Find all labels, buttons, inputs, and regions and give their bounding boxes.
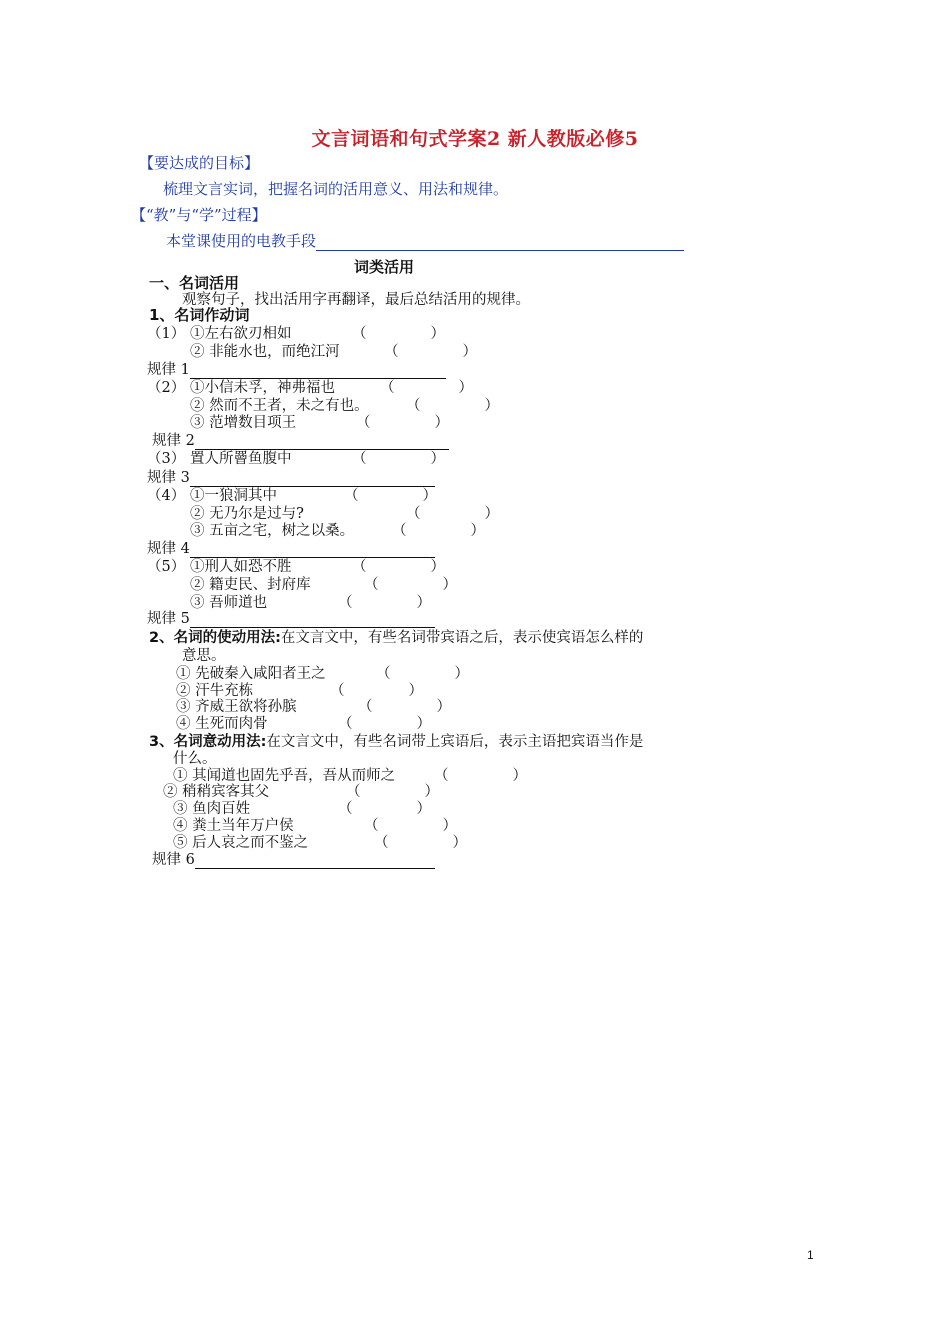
- g4-number: （4）: [147, 488, 186, 504]
- part1-instruction: 观察句子，找出活用字再翻译，最后总结活用的规律。: [182, 292, 530, 308]
- g2-item-1: ①小信未孚，神弗福也: [190, 380, 335, 396]
- answer-paren[interactable]: （ ）: [356, 415, 449, 431]
- g4-item-2: ② 无乃尔是过与?: [190, 506, 304, 522]
- media-blank[interactable]: [316, 236, 684, 251]
- goal-text: 梳理文言实词，把握名词的活用意义、用法和规律。: [163, 180, 509, 198]
- answer-paren[interactable]: （ ）: [338, 801, 431, 817]
- answer-paren[interactable]: （ ）: [346, 784, 439, 800]
- sub3-desc-cont: 什么。: [173, 751, 217, 767]
- g6-item-3: ③ 齐威王欲将孙膑: [176, 699, 297, 715]
- g1-number: （1）: [147, 326, 186, 342]
- rule-4-label: 规律 4: [147, 541, 190, 557]
- g3-number: （3）: [147, 451, 186, 467]
- answer-paren[interactable]: （ ）: [374, 835, 467, 851]
- answer-paren[interactable]: （ ）: [338, 716, 431, 732]
- g5-item-1: ①刑人如恐不胜: [190, 559, 292, 575]
- answer-paren[interactable]: （ ）: [392, 523, 485, 539]
- g5-number: （5）: [147, 559, 186, 575]
- sub3-title: 3、名词意动用法:: [149, 734, 267, 750]
- answer-paren[interactable]: （ ）: [364, 818, 457, 834]
- rule-6-line: [152, 848, 435, 869]
- media-line: [166, 230, 684, 251]
- part1-title: 一、名词活用: [149, 274, 240, 292]
- answer-paren[interactable]: （ ）: [406, 398, 499, 414]
- sub1-title: 1、名词作动词: [149, 306, 250, 324]
- g1-item-1: ①左右欲刃相如: [190, 326, 292, 342]
- answer-paren[interactable]: （ ）: [376, 666, 469, 682]
- g7-item-3: ③ 鱼肉百姓: [173, 801, 251, 817]
- rule-2-label: 规律 2: [152, 433, 195, 449]
- answer-paren[interactable]: （ ）: [330, 683, 423, 699]
- answer-paren[interactable]: （ ）: [364, 577, 457, 593]
- answer-paren[interactable]: （ ）: [434, 768, 527, 784]
- rule-5-line: [147, 607, 435, 628]
- g7-item-1: ① 其闻道也固先乎吾，吾从而师之: [173, 768, 396, 784]
- media-label: 本堂课使用的电教手段: [166, 232, 317, 250]
- document-title: 文言词语和句式学案2 新人教版必修5: [311, 128, 639, 150]
- rule-3-label: 规律 3: [147, 470, 190, 486]
- g4-item-3: ③ 五亩之宅，树之以桑。: [190, 523, 355, 539]
- sub2-title: 2、名词的使动用法:: [149, 630, 281, 646]
- answer-paren[interactable]: （ ）: [344, 488, 437, 504]
- sub3-line: [149, 730, 643, 751]
- g6-item-1: ① 先破秦入咸阳者王之: [176, 666, 326, 682]
- answer-paren[interactable]: （ ）: [380, 380, 473, 396]
- rule-6-blank[interactable]: [195, 854, 435, 869]
- sub2-desc-cont: 意思。: [182, 648, 226, 664]
- answer-paren[interactable]: （ ）: [384, 344, 477, 360]
- g5-item-3: ③ 吾师道也: [190, 595, 268, 611]
- rule-6-label: 规律 6: [152, 852, 195, 868]
- answer-paren[interactable]: （ ）: [338, 595, 431, 611]
- section-title: 词类活用: [354, 258, 415, 276]
- sub3-desc: 在文言文中，有些名词带上宾语后，表示主语把宾语当作是: [266, 734, 644, 750]
- g6-item-2: ② 汗牛充栋: [176, 683, 254, 699]
- g4-item-1: ①一狼洞其中: [190, 488, 277, 504]
- answer-paren[interactable]: （ ）: [352, 326, 445, 342]
- answer-paren[interactable]: （ ）: [352, 451, 445, 467]
- g7-item-4: ④ 粪土当年万户侯: [173, 818, 294, 834]
- answer-paren[interactable]: （ ）: [358, 699, 451, 715]
- g2-number: （2）: [147, 380, 186, 396]
- g7-item-5: ⑤ 后人哀之而不鉴之: [173, 835, 309, 851]
- process-header: 【“教”与“学”过程】: [131, 206, 267, 224]
- answer-paren[interactable]: （ ）: [406, 506, 499, 522]
- g2-item-3: ③ 范增数目项王: [190, 415, 297, 431]
- sub2-desc: 在文言文中，有些名词带宾语之后，表示使宾语怎么样的: [280, 630, 644, 646]
- page-number: 1: [807, 1248, 814, 1262]
- g6-item-4: ④ 生死而肉骨: [176, 716, 268, 732]
- g3-item-1: 置人所罾鱼腹中: [190, 451, 292, 467]
- g1-item-2: ② 非能水也，而绝江河: [190, 344, 340, 360]
- g5-item-2: ② 籍吏民、封府库: [190, 577, 311, 593]
- goal-header: 【要达成的目标】: [139, 154, 260, 172]
- answer-paren[interactable]: （ ）: [352, 559, 445, 575]
- rule-1-label: 规律 1: [147, 362, 190, 378]
- g2-item-2: ② 然而不王者，未之有也。: [190, 398, 369, 414]
- rule-5-label: 规律 5: [147, 611, 190, 627]
- g7-item-2: ② 稍稍宾客其父: [163, 784, 270, 800]
